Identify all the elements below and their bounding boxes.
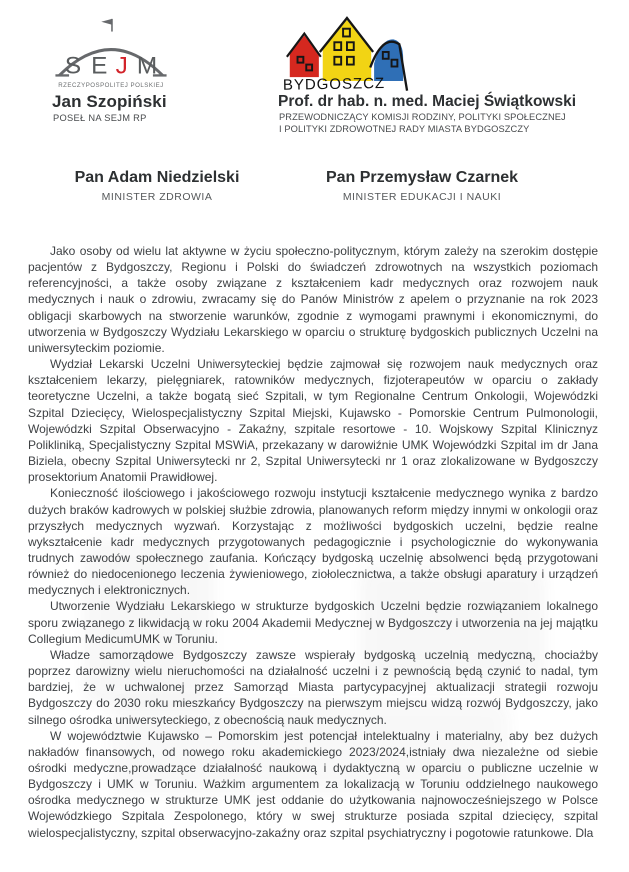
bydgoszcz-logo [283, 8, 409, 94]
letter-paragraph: W województwie Kujawsko – Pomorskim jest potencjał intelektualny i materialny, aby bez dużych nakładów finansowych, od nowego roku akademickiego 2023/2024,istniały dwa niezależne od siebie ośrodki medyczne,prowadzące działalność naukową i dydaktyczną w oparciu o publiczne uczelnie w Bydgoszczy i UMK w Toruniu. Ważkim argumentem za lokalizacją w Toruniu oddzielnego naukowego ośrodka medycznego w strukturze UMK jest oddanie do użytkowania najnowocześniejszego w Polsce Wojewódzkiego Szpitala Zespolonego, który w swej strukturze posiada szpital dziecięcy, szpital wielospecjalistyczny, szpital obserwacyjno-zakaźny oraz szpital psychiatryczny i pogotowie ratunkowe. Dla [28, 728, 598, 840]
sejm-letter-s: S [64, 52, 82, 80]
sejm-logo [54, 14, 168, 92]
letter-paragraph: Utworzenie Wydziału Lekarskiego w strukturze bydgoskich Uczelni będzie rozwiązaniem lokalnego sporu związanego z likwidacją w roku 2004 Akademii Medycznej w Bydgoszczy i utworzenia na jej majątku Collegium MedicumUMK w Toruniu. [28, 599, 598, 646]
addressee-minister-zdrowia [38, 169, 276, 203]
addressee-title: MINISTER EDUKACJI I NAUKI [342, 191, 502, 203]
bydgoszcz-red-house-icon [287, 34, 321, 78]
bydgoszcz-yellow-house-icon [320, 18, 373, 81]
letter-paragraph: Konieczność ilościowego i jakościowego rozwoju instytucji kształcenie medycznego wynika z bardzo dużych braków kadrowych w polskiej służbie zdrowia, planowanych reform między innymi w onkologii oraz przyszłych medycznych wyzwań. Korzystając z możliwości bydgoskich uczelni, będzie realne wykształcenie kadr medycznych przygotowanych pedagogicznie i psychologicznie do wykonywania trudnych zawodów społecznego zaufania. Kończący bydgoską uczelnię absolwenci będą przygotowani również do niedocenionego leczenia żywieniowego, ziołolecznictwa, a także obsługi aparatury i urządzeń medycznych i elektronicznych. [28, 486, 598, 598]
sejm-letter-j: J [115, 52, 128, 80]
bydgoszcz-logo-text: BYDGOSZCZ [283, 74, 386, 94]
sejm-letter-m: M [136, 52, 158, 80]
sejm-flag-icon [101, 19, 112, 32]
letter-paragraph: Jako osoby od wielu lat aktywne w życiu społeczno-politycznym, którym zależy na szerokim dostępie pacjentów z Bydgoszczy, Regionu i Polski do świadczeń zdrowotnych na wszystkich poziomach referencyjności, a także osoby związane z kształceniem kadr medycznych oraz rozwojem nauk medycznych i nauk o zdrowiu, zwracamy się do Panów Ministrów z apelem o przyznanie na rok 2023 obligacji skarbowych na stworzenie warunków, zgodnie z wymogami prawnymi i ekonomicznymi, do utworzenia w Bydgoszczy Wydziału Lekarskiego w oparciu o strukturę bydgoskich publicznych Uczelni na uniwersyteckim poziomie. [28, 244, 598, 355]
sender-title-right-line2: I POLITYKI ZDROWOTNEJ RADY MIASTA BYDGOSZCZY [279, 124, 530, 134]
addressee-name: Pan Adam Niedzielski [74, 169, 240, 186]
addressee-title: MINISTER ZDROWIA [101, 191, 213, 203]
sejm-logo-caption: RZECZYPOSPOLITEJ POLSKIEJ [58, 82, 164, 90]
letter-paragraph: Wydział Lekarski Uczelni Uniwersyteckiej będzie zajmował się rozwojem nauk medycznych oraz kształceniem lekarzy, pielęgniarek, ratowników medycznych, fizjoterapeutów w oparciu o zakłady teoretyczne Uczelni, a także bogatą sieć Szpitali, w tym Regionalne Centrum Onkologii, Wojewódzki Szpital Dziecięcy, Wielospecjalistyczny Szpital Miejski, Kujawsko - Pomorskie Centrum Pulmonologii, Wojewódzki Szpital Obserwacyjno - Zakaźny, szpitale resortowe - 10. Wojskowy Szpital Klinicznyz Polikliniką, Specjalistyczny Szpital MSWiA, przekazany w darowiźnie UMK Wojewódzki Szpital im dr Jana Biziela, obecny Szpital Uniwersytecki nr 2, Szpital Uniwersytecki nr 1 oraz zlokalizowane w Bydgoszczy prosektorium Anatomii Prawidłowej. [28, 357, 598, 485]
addressee-minister-edukacji [308, 169, 536, 203]
sejm-letter-e: E [91, 52, 108, 80]
letter-paragraph: Władze samorządowe Bydgoszczy zawsze wspierały bydgoską uczelnią medyczną, chociażby poprzez darowizny wielu nieruchomości na działalność uczelni i z pewnością będą czynić to nadal, tym bardziej, że w uchwalonej przez Samorząd Miasta partycypacyjnej aktualizacji strategii rozwoju Bydgoszczy do 2030 roku mieszkańcy Bydgoszczy na pierwszym miejscu widzą rozwój Bydgoszczy, jako silnego ośrodka uniwersyteckiego, z obecnością nauk medycznych. [28, 647, 598, 727]
sender-name-left: Jan Szopiński [52, 92, 167, 111]
letter-body [28, 243, 598, 841]
sender-title-left: POSEŁ NA SEJM RP [53, 113, 147, 123]
sender-title-right-line1: PRZEWODNICZĄCY KOMISJI RODZINY, POLITYKI SPOŁECZNEJ [279, 112, 566, 122]
sender-name-right: Prof. dr hab. n. med. Maciej Świątkowski [278, 93, 577, 110]
addressee-name: Pan Przemysław Czarnek [325, 169, 519, 186]
